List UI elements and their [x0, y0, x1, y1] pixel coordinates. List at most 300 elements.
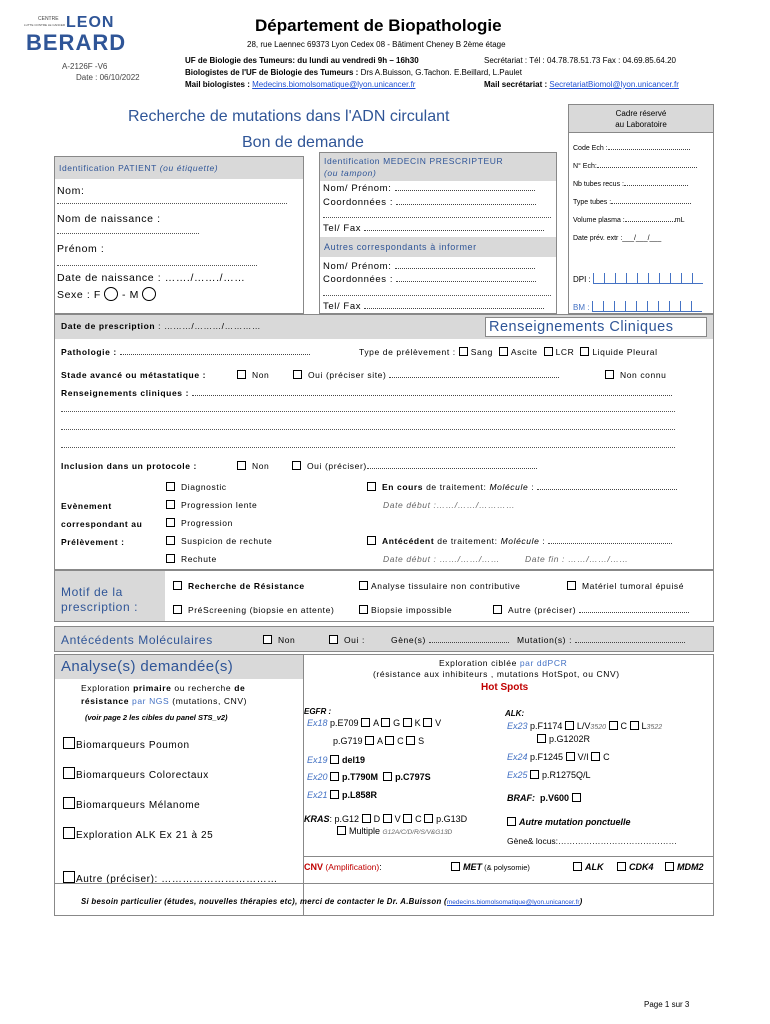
mail-sec: [484, 80, 679, 89]
ascite-label: Ascite: [510, 347, 538, 357]
g13d-checkbox[interactable]: [424, 814, 433, 823]
inclusion-oui-label: Oui (préciser): [306, 461, 367, 471]
antecedents-non-option: [263, 635, 295, 645]
stade-non-connu-label: Non connu: [619, 370, 667, 380]
autre-motif-option: [493, 605, 689, 615]
sang-label: Sang: [470, 347, 493, 357]
e709-label: p.E709: [330, 718, 359, 728]
date-fin[interactable]: [525, 554, 629, 564]
mdm2-label: MDM2: [677, 862, 704, 872]
suspicion-label: Suspicion de rechute: [180, 536, 273, 546]
autre-motif-label: Autre (préciser): [507, 605, 577, 615]
antecedents-mutation[interactable]: [517, 635, 685, 645]
mail-bio-label: Mail biologistes :: [185, 80, 250, 89]
diagnostic-label: Diagnostic: [180, 482, 227, 492]
antecedents-gene[interactable]: [391, 635, 509, 645]
alk-explo-label: Exploration ALK Ex 21 à 25: [76, 830, 214, 841]
lab-volume-label: Volume plasma :: [573, 217, 625, 224]
progression-option: [166, 518, 233, 528]
resistance-label: Recherche de Résistance: [187, 581, 305, 591]
f1174-c: C: [620, 721, 628, 731]
date-debut-2[interactable]: [383, 554, 500, 564]
hotspots-title: Hot Spots: [481, 682, 529, 693]
e709-v: V: [435, 718, 442, 728]
biologistes-names: Drs A.Buisson, G.Tachon. E.Beillard, L.Paulet: [358, 68, 522, 77]
ex25-label: Ex25: [507, 770, 528, 780]
mail-bio-link[interactable]: Medecins.biomolsomatique@lyon.unicancer.fr: [252, 80, 416, 89]
analyse-tissulaire-option: [359, 581, 521, 591]
medecin-header-label: Identification MEDECIN PRESCRIPTEUR: [324, 156, 504, 166]
medecin-coord-label: Coordonnées :: [323, 197, 394, 208]
dpi-ticks: [593, 273, 703, 284]
e709-g-checkbox[interactable]: [381, 718, 390, 727]
lab-num-label: N° Ech:: [573, 163, 597, 170]
lab-box-title-2: au Laboratoire: [615, 120, 667, 129]
cnv-separator: [304, 856, 714, 857]
analyses-section: [54, 654, 714, 916]
antecedents-non-label: Non: [277, 635, 296, 645]
date-fin-value: ……/……/……: [568, 554, 629, 564]
date-debut-1[interactable]: [383, 500, 515, 510]
v600-label: p.V600: [540, 793, 570, 803]
prescreening-checkbox[interactable]: [173, 605, 182, 614]
antecedents-oui-label: Oui :: [343, 635, 365, 645]
type-prelevement: [359, 347, 658, 357]
lab-nb-label: Nb tubes recus :: [573, 181, 624, 188]
footer-note: [81, 897, 582, 906]
gene-locus[interactable]: Gène& locus:……………………………………: [507, 836, 678, 846]
g719-a: A: [377, 736, 383, 746]
en-cours-checkbox[interactable]: [367, 482, 376, 491]
renseignements-label: Renseignements cliniques :: [61, 388, 190, 398]
e709-a: A: [373, 718, 379, 728]
suspicion-checkbox[interactable]: [166, 536, 175, 545]
stade-non-checkbox[interactable]: [237, 370, 246, 379]
g12-c-checkbox[interactable]: [403, 814, 412, 823]
autres-header: Autres correspondants à informer: [320, 237, 556, 257]
logo-small-text-2: LUTTE CONTRE LE CANCER: [24, 23, 66, 27]
inclusion-oui-checkbox[interactable]: [292, 461, 301, 470]
lab-date-label: Date prév. extr :: [573, 235, 623, 242]
melanome-checkbox[interactable]: [63, 797, 75, 809]
stade-non-connu: [605, 370, 666, 380]
antecedent-label: Antécédent: [381, 536, 435, 546]
patient-prenom[interactable]: Prénom :: [57, 243, 105, 255]
f1174-lv-checkbox[interactable]: [565, 721, 574, 730]
mail-sec-label: Mail secrétariat :: [484, 80, 548, 89]
f1245-c-checkbox[interactable]: [591, 752, 600, 761]
mdm2-option: [665, 862, 704, 872]
patient-header-label: Identification PATIENT: [59, 163, 157, 173]
multiple-checkbox[interactable]: [337, 826, 346, 835]
autre-analyse-checkbox[interactable]: [63, 871, 75, 883]
resistance-option: [173, 581, 305, 591]
f1245-vi: V/I: [577, 752, 589, 762]
autre-mutation-label: Autre mutation ponctuelle: [519, 817, 631, 827]
e709-g: G: [393, 718, 401, 728]
biopsie-checkbox[interactable]: [359, 605, 368, 614]
lab-date-sep: ___/___/___: [622, 235, 662, 242]
doc-date: Date : 06/10/2022: [76, 73, 140, 82]
autres-coord-line: [323, 295, 551, 296]
antecedent-rest: de traitement:: [437, 536, 498, 546]
medecin-box: [319, 152, 557, 314]
g719-label: p.G719: [333, 736, 363, 746]
autre-mutation-checkbox[interactable]: [507, 817, 516, 826]
par-ngs: par NGS: [129, 696, 170, 706]
primaire-de: de: [234, 683, 246, 693]
progression-checkbox[interactable]: [166, 518, 175, 527]
uf-line: UF de Biologie des Tumeurs: du lundi au vendredi 9h – 16h30: [185, 56, 419, 65]
alk-cnv-option: [573, 862, 604, 872]
autres-tel-label: Tel/ Fax: [323, 301, 362, 312]
antecedent-checkbox[interactable]: [367, 536, 376, 545]
c797s-label: p.C797S: [395, 772, 431, 782]
egfr-ex20: [307, 772, 431, 782]
lab-code-ech[interactable]: [573, 145, 690, 152]
f1245-c: C: [603, 752, 610, 762]
materiel-label: Matériel tumoral épuisé: [581, 581, 685, 591]
motif-header-2: prescription :: [61, 600, 139, 614]
alk-g1202r: [537, 734, 590, 744]
pathologie-label: Pathologie :: [61, 347, 117, 357]
patient-date-naissance[interactable]: Date de naissance : ……./……./……: [57, 272, 246, 284]
f1174-c-checkbox[interactable]: [609, 721, 618, 730]
lab-type-tubes[interactable]: [573, 199, 691, 206]
analyse-tissulaire-checkbox[interactable]: [359, 581, 368, 590]
autre-analyse-label: Autre (préciser): ……………………………: [76, 874, 278, 885]
diagnostic-checkbox[interactable]: [166, 482, 175, 491]
lab-date[interactable]: [573, 235, 661, 242]
poumon-label: Biomarqueurs Poumon: [76, 740, 190, 751]
analyse-tissulaire-label: Analyse tissulaire non contributive: [371, 581, 521, 591]
antecedents-oui-checkbox[interactable]: [329, 635, 338, 644]
footer-email-link[interactable]: medecins.biomolsomatique@lyon.unicancer.fr: [446, 899, 580, 906]
f1174-l-checkbox[interactable]: [630, 721, 639, 730]
date-prescription[interactable]: [61, 321, 261, 331]
logo-berard: BERARD: [26, 30, 127, 55]
materiel-option: [567, 581, 684, 591]
autres-nom-label: Nom/ Prénom:: [323, 261, 392, 272]
stade-label: Stade avancé ou métastatique :: [61, 370, 207, 380]
g719-s-checkbox[interactable]: [406, 736, 415, 745]
poumon-option: [63, 737, 190, 751]
multiple-note: G12A/C/D/R/S/V&G13D: [382, 829, 453, 836]
ciblee-text: Exploration ciblée: [439, 658, 520, 668]
medecin-header: [320, 153, 556, 181]
cdk4-option: [617, 862, 654, 872]
inclusion-non-checkbox[interactable]: [237, 461, 246, 470]
l858r-label: p.L858R: [342, 790, 378, 800]
patient-header-note: (ou étiquette): [159, 163, 219, 173]
cdk4-checkbox[interactable]: [617, 862, 626, 871]
r1275q-checkbox[interactable]: [530, 770, 539, 779]
mdm2-checkbox[interactable]: [665, 862, 674, 871]
en-cours-option: En cours de traitement: Molécule :: [367, 482, 677, 492]
biopsie-option: [359, 605, 452, 615]
g12-c: C: [415, 814, 422, 824]
en-cours-molecule: Molécule: [489, 482, 529, 492]
resistance-checkbox[interactable]: [173, 581, 182, 590]
type-prelevement-label: Type de prélèvement :: [359, 347, 456, 357]
del19-checkbox[interactable]: [330, 755, 339, 764]
medecin-nom[interactable]: [323, 183, 535, 194]
c797s-checkbox[interactable]: [383, 772, 392, 781]
logo-leon: LEON: [66, 14, 115, 31]
egfr-g719: [333, 736, 424, 746]
melanome-label: Biomarqueurs Mélanome: [76, 800, 201, 811]
colorectaux-option: [63, 767, 209, 781]
pathologie[interactable]: [61, 347, 310, 357]
patient-box: [54, 156, 304, 314]
footer-separator: [55, 883, 713, 884]
kras-label: KRAS: [304, 814, 330, 824]
lab-box-header: [569, 105, 713, 133]
met-label: MET: [463, 862, 482, 872]
l858r-checkbox[interactable]: [330, 790, 339, 799]
en-cours-label: En cours: [381, 482, 424, 492]
lab-box-title-1: Cadre réservé: [615, 109, 667, 118]
lab-nb-tubes[interactable]: [573, 181, 688, 188]
lab-bm-label: BM :: [573, 303, 590, 312]
g12-v: V: [394, 814, 401, 824]
medecin-coord[interactable]: [323, 197, 536, 208]
g1202r-checkbox[interactable]: [537, 734, 546, 743]
lab-bm[interactable]: [573, 301, 702, 312]
analyses-header: Analyse(s) demandée(s): [61, 658, 234, 675]
patient-nom[interactable]: Nom:: [57, 185, 85, 197]
stade-non: [237, 370, 269, 380]
lcr-checkbox[interactable]: [544, 347, 553, 356]
medecin-tel[interactable]: [323, 223, 544, 234]
antecedents-gene-label: Gène(s): [391, 635, 426, 645]
g12-d: D: [373, 814, 381, 824]
f1245-vi-checkbox[interactable]: [566, 752, 575, 761]
motif-header-1: Motif de la: [61, 585, 123, 599]
cnv-colon: :: [379, 862, 382, 872]
liquide-checkbox[interactable]: [580, 347, 589, 356]
materiel-checkbox[interactable]: [567, 581, 576, 590]
f1245-label: p.F1245: [530, 752, 564, 762]
patient-sexe: [57, 287, 156, 301]
cnv-amplification: (Amplification): [323, 862, 380, 872]
date-debut-1-label: Date début :: [383, 500, 437, 510]
poumon-checkbox[interactable]: [63, 737, 75, 749]
medecin-nom-label: Nom/ Prénom:: [323, 183, 392, 194]
evenement-label-2: correspondant au: [61, 519, 143, 529]
patient-nom-naissance[interactable]: Nom de naissance :: [57, 213, 161, 225]
sexe-m-radio[interactable]: [142, 287, 156, 301]
autres-coord-label: Coordonnées :: [323, 274, 394, 285]
page-title: Département de Biopathologie: [255, 16, 502, 35]
lab-volume[interactable]: [573, 217, 684, 224]
clinique-section: [54, 314, 714, 570]
lab-code-label: Code Ech :: [573, 145, 608, 152]
secretariat: Secrétariat : Tél : 04.78.78.51.73 Fax : 04.69.85.64.20: [484, 56, 676, 65]
form-title: Recherche de mutations dans l'ADN circulant: [128, 108, 450, 125]
lab-volume-unit: mL: [674, 217, 685, 224]
diagnostic-option: [166, 482, 227, 492]
autre-motif-checkbox[interactable]: [493, 605, 502, 614]
renseignements[interactable]: [61, 388, 672, 398]
progression-lente-checkbox[interactable]: [166, 500, 175, 509]
stade-oui: [293, 370, 559, 380]
t790m-label: p.T790M: [342, 772, 379, 782]
ascite-checkbox[interactable]: [499, 347, 508, 356]
evenement-label-1: Evènement: [61, 501, 112, 511]
stade-non-label: Non: [251, 370, 270, 380]
patient-nom-naissance-line: [57, 233, 199, 234]
f1174-3522: 3522: [646, 724, 663, 731]
g1202r-label: p.G1202R: [549, 734, 591, 744]
e709-a-checkbox[interactable]: [361, 718, 370, 727]
progression-lente-label: Progression lente: [180, 500, 258, 510]
braf-label: BRAF:: [507, 793, 535, 803]
date-prescription-label: Date de prescription: [61, 321, 156, 331]
egfr-ex18: [307, 718, 441, 728]
primaire-text-1: Exploration: [81, 683, 134, 693]
ex21-label: Ex21: [307, 790, 328, 800]
antecedents-oui-option: [329, 635, 365, 645]
alk-cnv-checkbox[interactable]: [573, 862, 582, 871]
ciblee-ddpcr: par ddPCR: [519, 658, 568, 668]
g719-c: C: [397, 736, 404, 746]
autres-nom[interactable]: [323, 261, 535, 272]
form-subtitle: Bon de demande: [242, 134, 364, 151]
mutations-cnv: (mutations, CNV): [169, 696, 248, 706]
g719-a-checkbox[interactable]: [365, 736, 374, 745]
colorectaux-label: Biomarqueurs Colorectaux: [76, 770, 209, 781]
t790m-checkbox[interactable]: [330, 772, 339, 781]
e709-v-checkbox[interactable]: [423, 718, 432, 727]
del19-label: del19: [342, 755, 366, 765]
sexe-f-radio[interactable]: [104, 287, 118, 301]
primaire-text-2: ou recherche: [171, 683, 235, 693]
progression-label: Progression: [180, 518, 233, 528]
braf-line: [507, 793, 584, 803]
rechute-checkbox[interactable]: [166, 554, 175, 563]
alk-cnv-label: ALK: [585, 862, 604, 872]
motif-section: [54, 570, 714, 622]
medecin-tel-label: Tel/ Fax: [323, 223, 362, 234]
suspicion-option: [166, 536, 272, 546]
inclusion-non-label: Non: [251, 461, 270, 471]
met-option: [451, 862, 530, 872]
lab-dpi[interactable]: [573, 273, 703, 284]
ex23-label: Ex23: [507, 721, 528, 731]
footer-besoin: Si besoin particulier (études, nouvelles thérapies etc), merci de contacter le Dr. A.Buisson (: [81, 897, 447, 906]
inclusion-label: Inclusion dans un protocole :: [61, 461, 197, 471]
kras-multiple: [337, 826, 452, 836]
autre-mutation-line: [507, 817, 631, 827]
patient-header: [55, 157, 303, 179]
autres-coord[interactable]: [323, 274, 536, 285]
primaire-line: [81, 683, 245, 693]
f1174-3520: 3520: [590, 724, 606, 731]
en-cours-rest: de traitement:: [426, 482, 487, 492]
alk-ex24: [507, 752, 610, 762]
analyses-divider: [303, 655, 304, 915]
lab-num-ech[interactable]: [573, 163, 697, 170]
medecin-coord-line: [323, 217, 551, 218]
alk-ex23: [507, 721, 662, 731]
rechute-label: Rechute: [180, 554, 217, 564]
voir-page-2: (voir page 2 les cibles du panel STS_v2): [85, 713, 228, 722]
alk-explo-checkbox[interactable]: [63, 827, 75, 839]
inclusion-non: [237, 461, 269, 471]
ex20-label: Ex20: [307, 772, 328, 782]
ex18-label: Ex18: [307, 718, 328, 728]
patient-prenom-line: [57, 265, 257, 266]
lab-box: [568, 104, 714, 314]
colorectaux-checkbox[interactable]: [63, 767, 75, 779]
evenement-label-3: Prélèvement :: [61, 537, 125, 547]
resistance-bold: résistance: [81, 696, 130, 706]
footer-close: ): [579, 897, 583, 906]
ex19-label: Ex19: [307, 755, 328, 765]
f1174-lv: L/V: [576, 721, 591, 731]
biologistes: [185, 68, 522, 77]
cnv-label: CNV: [304, 862, 324, 872]
prescreening-label: PréScreening (biopsie en attente): [187, 605, 335, 615]
g12-v-checkbox[interactable]: [383, 814, 392, 823]
logo-small-text: CENTRE: [38, 16, 59, 22]
e709-k: K: [414, 718, 421, 728]
met-checkbox[interactable]: [451, 862, 460, 871]
ciblee-note: (résistance aux inhibiteurs , mutations HotSpot, ou CNV): [373, 669, 620, 679]
g719-c-checkbox[interactable]: [385, 736, 394, 745]
medecin-header-note: (ou tampon): [324, 168, 377, 178]
f1174-l: L: [641, 721, 647, 731]
autres-tel[interactable]: [323, 301, 544, 312]
antecedents-non-checkbox[interactable]: [263, 635, 272, 644]
biopsie-label: Biopsie impossible: [371, 605, 453, 615]
primaire-bold: primaire: [133, 683, 172, 693]
date-prescription-value: : ………/………/…………: [158, 321, 262, 331]
progression-lente-option: [166, 500, 257, 510]
ciblee-line: [439, 658, 567, 668]
bm-ticks: [592, 301, 702, 312]
stade-oui-checkbox[interactable]: [293, 370, 302, 379]
date-debut-1-value: ……/……/…………: [436, 500, 516, 510]
cdk4-label: CDK4: [629, 862, 654, 872]
antecedents-header: Antécédents Moléculaires: [61, 633, 213, 647]
g13d-label: p.G13D: [436, 814, 468, 824]
stade-non-connu-checkbox[interactable]: [605, 370, 614, 379]
v600-checkbox[interactable]: [572, 793, 581, 802]
kras-line: [304, 814, 467, 824]
alk-label: ALK:: [505, 709, 525, 718]
date-debut-2-value: ……/……/……: [439, 554, 501, 564]
e709-k-checkbox[interactable]: [403, 718, 412, 727]
patient-sexe-m: - M: [121, 289, 139, 301]
stade-oui-label: Oui (préciser site): [307, 370, 387, 380]
sang-checkbox[interactable]: [459, 347, 468, 356]
kras-g12: : p.G12: [329, 814, 360, 824]
multiple-label: Multiple: [349, 826, 381, 836]
address: 28, rue Laennec 69373 Lyon Cedex 08 - Bâtiment Cheney B 2ème étage: [247, 40, 506, 49]
lab-dpi-label: DPI :: [573, 275, 591, 284]
g12-d-checkbox[interactable]: [362, 814, 371, 823]
patient-nom-line: [57, 203, 287, 204]
renseignements-line-3: [61, 447, 675, 448]
mail-sec-link[interactable]: SecretariatBiomol@lyon.unicancer.fr: [549, 80, 679, 89]
date-debut-2-label: Date début :: [383, 554, 437, 564]
alk-explo-option: [63, 827, 213, 841]
antecedents-mutation-label: Mutation(s) :: [517, 635, 573, 645]
renseignements-line-2: [61, 429, 675, 430]
lcr-label: LCR: [555, 347, 575, 357]
